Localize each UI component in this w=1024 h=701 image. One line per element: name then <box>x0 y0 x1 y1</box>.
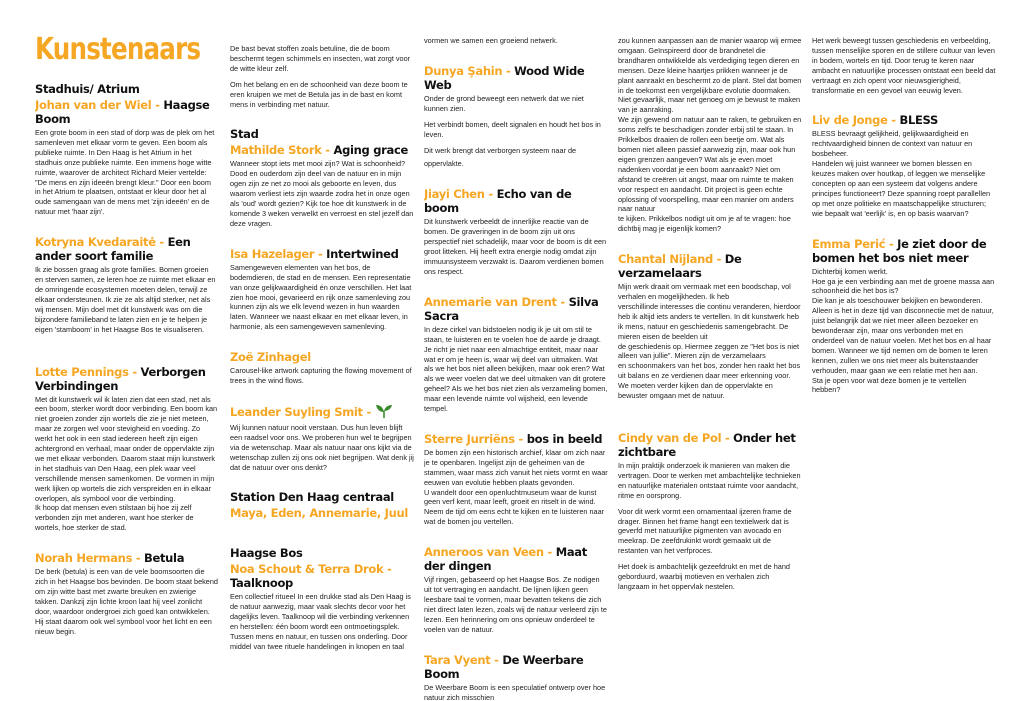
artwork-text: Samengeweven elementen van het bos, de bodemdieren, de stad en de mensen. Een representatie van onze gelijkwaardigheid én onze verschillen. Het laat zien hoe mooi, gevarieerd en rijk onze samenleving zou kunnen zijn als we elk levend wezen in hun waarden laten. Wanneer we naast elkaar en met elkaar leven, in harmonie, als een samengeweven samenleving. <box>230 262 412 332</box>
section-heading: Stadhuis/ Atrium <box>35 82 140 96</box>
artwork-text: Mijn werk draait om vermaak met een boodschap, vol verhalen en mogelijkheden. Ik heb <box>618 282 791 302</box>
artwork-text: verschillinde interesses die continu veranderen, hierdoor heb ik altijd iets anders te vertellen. In dit kunstwerk heb ik mens, natuur en geschiedenis samengebracht. De mieren eisen de beelden uit <box>618 301 801 341</box>
artwork-text: zou kunnen aanpassen aan de manier waarop wij ermee omgaan. Geïnspireerd door de brandnetel die brandharen ontwikkelde als verdediging tegen dieren en mensen. Deze kleine haartjes prikken wanneer je de plant aanraakt en beschermt zo de plant. Stel dat bomen in de toekomst een vergelijkbare evolutie doormaken. Niet gevaarlijk, maar net genoeg om je bewust te maken van je aanraking. <box>618 36 802 115</box>
artist-heading: Leander Suyling Smit - <box>230 404 414 421</box>
artwork-text: Het verbindt bomen, deelt signalen en houdt het bos in leven. <box>424 119 601 139</box>
artist-heading: Sterre Jurriëns - bos in beeld <box>424 431 603 446</box>
column-4 <box>618 0 802 701</box>
artwork-text: oppervlakte. <box>424 159 464 169</box>
artwork-text: Ik hoop dat mensen even stilstaan bij hoe zij zelf verbonden zijn met anderen, want hoe sterker de wortels, hoe sterker de stad. <box>35 503 194 533</box>
artist-heading: Chantal Nijland - De verzamelaars <box>618 252 742 281</box>
artwork-text: Carousel-like artwork capturing the flowing movement of trees in the wind flows. <box>230 366 412 386</box>
artwork-text: vormen we samen een groeiend netwerk. <box>424 36 558 45</box>
artist-heading: Annemarie van Drent - Silva Sacra <box>424 294 599 323</box>
column-5 <box>812 0 996 701</box>
artwork-text: De bast bevat stoffen zoals betuline, die de boom beschermt tegen schimmels en insecten, wat zorgt voor de witte kleur zelf. <box>230 44 411 73</box>
page-title: Kunstenaars <box>35 32 201 67</box>
artwork-text: BLESS bevraagt gelijkheid, gelijkwaardigheid en rechtvaardigheid binnen de context van natuur en bosbeheer. <box>812 129 973 159</box>
section-subheading: Maya, Eden, Annemarie, Juul <box>230 506 409 521</box>
artist-heading: Emma Perić - Je ziet door de bomen het bos niet meer <box>812 236 987 265</box>
sprout-icon <box>375 404 393 421</box>
artwork-text: Handelen wij juist wanneer we bomen blessen en keuzes maken over houtkap, of leggen we menselijke concepten op aan een systeem dat volgens andere principes functioneert? Deze spanning roept parallellen op met onze politieke en maatschappelijke structuren; wie bepaalt wat 'eerlijk' is, en op basis waarvan? <box>812 159 991 218</box>
artist-heading: Tara Vyent - De Weerbare Boom <box>424 652 584 681</box>
artwork-text: Het werk beweegt tussen geschiedenis en verbeelding, tussen menselijke sporen en de stillere cultuur van leven in bodem, wortels en tijd. Door terug te keren naar ambacht en natuurlijke processen ontstaat een beeld dat vertraagt en zich opent voor nieuwsgierigheid, transformatie en een gevoel van eeuwig leven. <box>812 36 996 95</box>
artwork-text: Een grote boom in een stad of dorp was de plek om het samenleven met elkaar vorm te geven. Een boom als publieke ruimte. In Den Haag is het Atrium in het stadhuis onze publieke ruimte. Een immens hoge witte ruimte, waarover de architect Richard Meier vertelde: "De mens en zijn ideeën brengt kleur." Door een boom in het Atrium te plaatsen, ontstaat er kleur door het al oude samengaan van de mens met 'zijn ideeën' en de natuur met 'haar zijn'. <box>35 128 215 217</box>
artwork-text: en schoonmakers van het bos, zonder hen raakt het bos uit balans en ze verdienen daar meer erkenning voor. We moeten verder kijken dan de oppervlakte en bewuster omgaan met de natuur. <box>618 361 801 401</box>
artist-heading: Jiayi Chen - Echo van de boom <box>424 187 572 216</box>
column-2 <box>230 0 414 701</box>
section-heading: Stad <box>230 127 259 142</box>
artwork-text: Sta je open voor wat deze bomen je te vertellen hebben? <box>812 375 967 395</box>
artwork-text: Wij kunnen natuur nooit verstaan. Dus hun leven blijft een raadsel voor ons. We proberen hun wel te begrijpen via de wetenschap. Maar als natuur naar ons kijkt via de wetenschap zullen zij ons ook niet begrijpen. Wat denk jij dat de natuur over ons denkt? <box>230 422 414 472</box>
section-heading: Haagse Bos <box>230 546 303 561</box>
artwork-text: Die kan je als toeschouwer bekijken en bewonderen. Alleen is het in deze tijd van disconnectie met de natuur, juist belangrijk dat we niet meer alleen bezoeker en bewonderaar zijn, maar ons verbonden met en onderdeel van de natuur voelen. Met het bos en al haar bomen. Wanneer we tijd nemen om de bomen te leren kennen, zullen we ons niet meer als buitenstaander verhouden, maar gaan we een relatie met hen aan. <box>812 296 994 375</box>
column-1 <box>35 0 218 701</box>
artist-heading: Dunya Şahin - Wood Wide Web <box>424 63 585 92</box>
artwork-text: Een collectief ritueel In een drukke stad als Den Haag is de natuur aanwezig, maar vaak slechts decor voor het dagelijks leven. Taalknoop wil die verbinding verkennen en herstellen: één boom wordt een ontmoetingsplek. Tussen mens en natuur, en tussen ons onderling. Door middel van twee rituele handelingen in knopen en taal <box>230 592 411 651</box>
artwork-text: Het doek is ambachtelijk gezeefdrukt en met de hand geborduurd, waarbij motieven en verhalen zich langzaam in het oppervlak nestelen. <box>618 562 790 591</box>
section-heading: Station Den Haag centraal <box>230 490 394 505</box>
artwork-text: te kijken. Prikkelbos nodigt uit om je af te vragen: hoe dichtbij mag je eigenlijk komen? <box>618 214 791 234</box>
artwork-text: Om het belang en en de schoonheid van deze boom te eren kruipen we met de Betula jas in de bast en komt mens in verbinding met natuur. <box>230 79 408 109</box>
artwork-text: In mijn praktijk onderzoek ik manieren van maken die vertragen. Door te werken met ambachtelijke technieken en natuurlijke materialen ontstaat ruimte voor aandacht, ritme en oorsprong. <box>618 461 801 500</box>
artwork-text: Voor dit werk vormt een ornamentaal ijzeren frame de drager. Binnen het frame hangt een textielwerk dat is geverfd met natuurlijke pigmenten van avocado en meekrap. De zeefdrukinkt wordt gemaakt uit de restanten van het verfproces. <box>618 506 792 556</box>
artwork-text: de geschiedenis op. Hiermee zeggen ze "Het bos is niet alleen van jullie". Mieren zijn de verzamelaars <box>618 341 800 361</box>
artwork-text: Onder de grond beweegt een netwerk dat we niet kunnen zien. <box>424 93 584 113</box>
artwork-text: Ik zie bossen graag als grote families. Bomen groeien en sterven samen, ze leren hoe ze ruimte met elkaar en de omringende ecosystemen moeten delen, terwijl ze elkaar ondersteunen. Ik zie ze als altijd sterker, net als wij mensen. Mijn doel met dit kunstwerk was om die bijzondere familieband te laten zien en je te helpen je eigen 'stamboom' in het Haagse Bos te visualiseren. <box>35 265 216 334</box>
artwork-text: Wanneer stopt iets met mooi zijn? Wat is schoonheid? Dood en ouderdom zijn deel van de natuur en in mijn ogen zijn ze net zo mooi als geboorte en leven, dus waarom verliest iets zijn waarde zodra het in onze ogen als 'oud' wordt gezien? Kijk toe hoe dit kunstwerk in de komende 3 weken verwelkt en verroest en stel jezelf dan deze vragen. <box>230 159 414 228</box>
artist-heading: Zoë Zinhagel <box>230 350 311 365</box>
artist-heading: Noa Schout & Terra Drok - Taalknoop <box>230 562 392 591</box>
artist-heading: Johan van der Wiel - Haagse Boom <box>35 98 210 126</box>
artist-heading: Liv de Jonge - BLESS <box>812 113 938 128</box>
artist-heading: Mathilde Stork - Aging grace <box>230 143 408 158</box>
artwork-text: Vijf ringen, gebaseerd op het Haagse Bos. Ze nodigen uit tot vertraging en aandacht. De lijnen lijken geen leesbare taal te vormen, maar bevatten tekens die zich niet direct laten lezen, zoals wij de natuur verleerd zijn te lezen. Een herinnering om ons opnieuw onderdeel te voelen van de natuur. <box>424 575 607 634</box>
column-3 <box>424 0 608 701</box>
artist-heading: Cindy van de Pol - Onder het zichtbare <box>618 431 796 459</box>
artist-heading: Kotryna Kvedaraitė - Een ander soort familie <box>35 235 191 264</box>
artwork-text: U wandelt door een openluchtmuseum waar de kunst geen verf kent, maar leeft, groeit en ritselt in de wind. Neem de tijd om eens echt te kijken en te luisteren naar wat de bomen jou vertellen. <box>424 487 605 527</box>
artwork-text: Hoe ga je een verbinding aan met de groene massa aan schoonheid die het bos is? <box>812 276 995 296</box>
artwork-text: De Weerbare Boom is een speculatief ontwerp over hoe natuur zich misschien <box>424 682 606 701</box>
artwork-text: Dit kunstwerk verbeeldt de innerlijke reactie van de bomen. De graveringen in de boom zijn uit ons perspectief niet schadelijk, maar voor de boom is dit een groot litteken. Hij heeft extra energie nodig omdat zijn immuunsysteem verzwakt is. Daarom verdienen bomen ons respect. <box>424 217 607 276</box>
artwork-text: In deze cirkel van bidstoelen nodig ik je uit om stil te staan, te luisteren en te voelen hoe de aarde je draagt. Je richt je niet naar een almachtige entiteit, maar naar wat er om je heen is, waar wij deel van uitmaken. Wat als we het bos niet alleen bekijken, maar ook eren? Wat als we weer voelen dat we deel uitmaken van dit grotere geheel? Als we het bos niet zien als verzameling bomen, maar een levende ruimte vol wijsheid, een levende tempel. <box>424 324 608 414</box>
artwork-text: Met dit kunstwerk wil ik laten zien dat een stad, net als een boom, sterker wordt door verbinding. Een boom kan niet groeien zonder zijn wortels die zie je niet meteen, maar ze zorgen wel voor stevigheid en voeding. Zo werkt het ook in een stad iedereen heeft zijn eigen achtergrond en verhaal, maar onder de oppervlakte zijn we met elkaar verbonden. Daarom staat mijn kunstwerk in het stadhuis van Den Haag, een plek waar veel verschillende mensen samenkomen. De vormen in mijn werk lijken op wortels die zich verspreiden en in elkaar overlopen, als symbool voor die verbinding. <box>35 394 218 503</box>
artist-heading: Anneroos van Veen - Maat der dingen <box>424 545 587 574</box>
artist-heading: Lotte Pennings - Verborgen Verbindingen <box>35 364 206 393</box>
artist-heading: Norah Hermans - Betula <box>35 551 185 566</box>
artwork-text: De bomen zijn een historisch archief, klaar om zich naar je te openbaren. Ingelijst zijn de geheimen van de stammen, waar mass zich vanuit het niets vormt en waar eeuwen van evolutie hebben plaats gevonden. <box>424 447 608 487</box>
artwork-text: Dit werk brengt dat verborgen systeem naar de <box>424 145 577 155</box>
artwork-text: Dichterbij komen werkt. <box>812 266 888 276</box>
artwork-text: De berk (betula) is een van de vele boomsoorten die zich in het Haagse bos bevinden. De boom staat bekend om zijn witte bast met zwarte breuken en zwierige takken. Dankzij zijn lichte kroon laat hij veel zonlicht door, waardoor ondergroei zich goed kan ontwikkelen. Hij staat daarom ook wel symbool voor het licht en een nieuw begin. <box>35 567 218 636</box>
artwork-text: We zijn gewend om natuur aan te raken, te gebruiken en soms zelfs te beschadigen zonder erbij stil te staan. In Prikkelbos draaien de rollen een beetje om. Wat als bomen niet alleen passief aanwezig zijn, maar ook hun eigen grenzen aangeven? Wat als je even moet nadenken voordat je een boom aanraakt? Niet om afstand te creëren uit angst, maar om ruimte te maken voor respect en aandacht. Dit project is geen echte oplossing of voorspelling, maar een manier om anders naar natuur <box>618 115 802 214</box>
artist-heading: Isa Hazelager - Intertwined <box>230 246 399 261</box>
